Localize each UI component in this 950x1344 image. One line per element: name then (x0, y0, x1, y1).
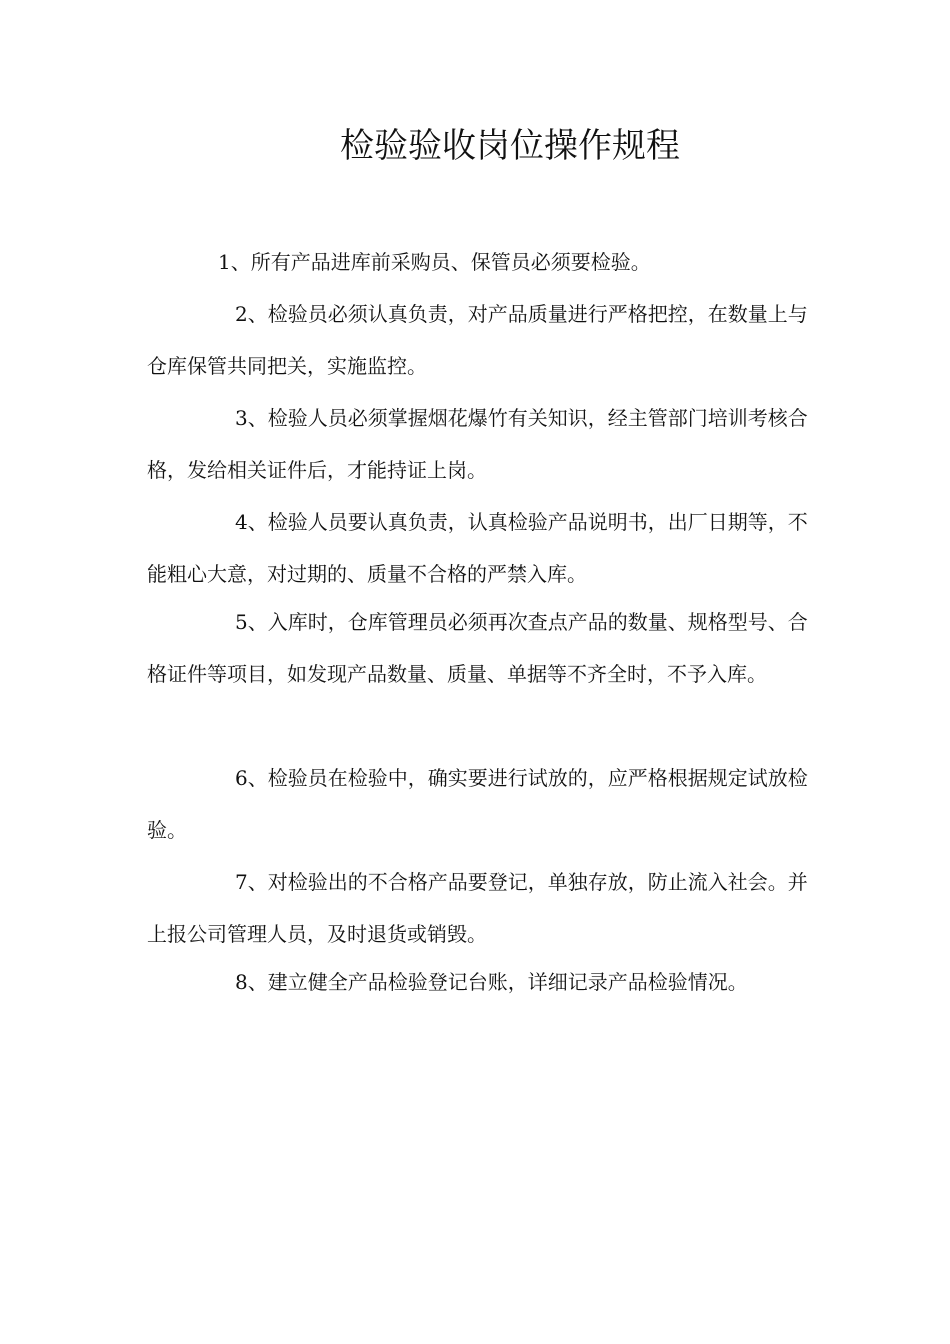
paragraph-1: 1、所有产品进库前采购员、保管员必须要检验。 (218, 250, 651, 274)
paragraph-5: 5、入库时，仓库管理员必须再次查点产品的数量、规格型号、合格证件等项目，如发现产品数量、质量、单据等不齐全时，不予入库。 (147, 610, 808, 686)
paragraph-7: 7、对检验出的不合格产品要登记，单独存放，防止流入社会。并上报公司管理人员，及时退货或销毁。 (147, 870, 808, 946)
paragraph-3: 3、检验人员必须掌握烟花爆竹有关知识，经主管部门培训考核合格，发给相关证件后，才能持证上岗。 (147, 406, 808, 482)
paragraph-8: 8、建立健全产品检验登记台账，详细记录产品检验情况。 (235, 970, 748, 994)
paragraph-6: 6、检验员在检验中，确实要进行试放的，应严格根据规定试放检验。 (147, 766, 808, 842)
paragraph-2: 2、检验员必须认真负责，对产品质量进行严格把控，在数量上与仓库保管共同把关，实施监控。 (147, 302, 808, 378)
document-title: 检验验收岗位操作规程 (340, 126, 680, 166)
paragraph-4: 4、检验人员要认真负责，认真检验产品说明书，出厂日期等，不能粗心大意，对过期的、质量不合格的严禁入库。 (147, 510, 808, 586)
